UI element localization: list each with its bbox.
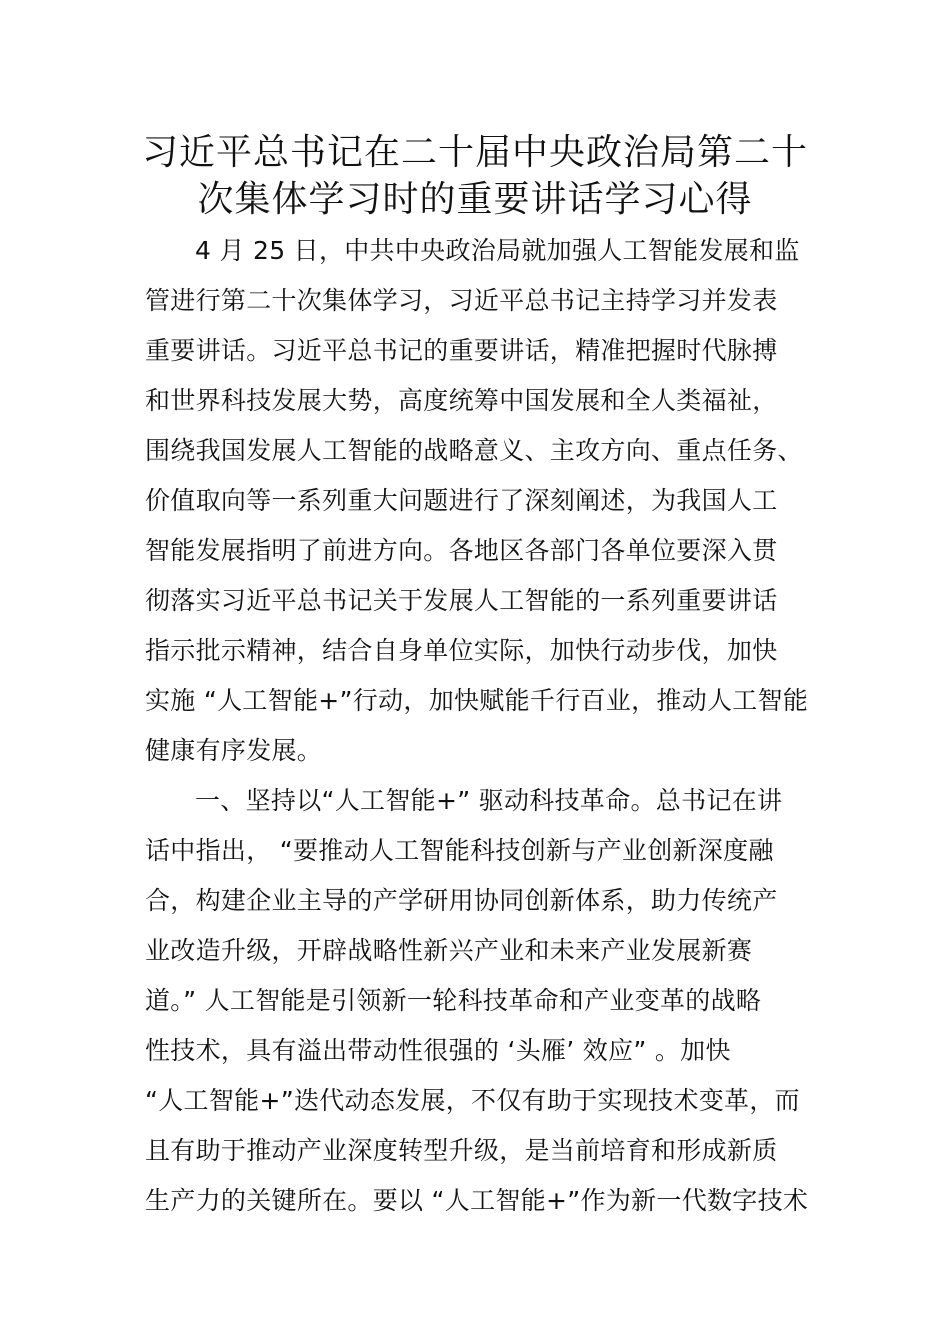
body-line: 健康有序发展。 bbox=[145, 736, 323, 765]
document-title-line-1: 习近平总书记在二十届中央政治局第二十 bbox=[141, 132, 808, 173]
body-line: 道。” 人工智能是引领新一轮科技革命和产业变革的战略 bbox=[145, 986, 762, 1015]
body-line: 彻落实习近平总书记关于发展人工智能的一系列重要讲话 bbox=[145, 586, 778, 615]
body-line: 围绕我国发展人工智能的战略意义、主攻方向、重点任务、 bbox=[145, 436, 803, 465]
body-line: 话中指出， “要推动人工智能科技创新与产业创新深度融 bbox=[145, 836, 774, 865]
document-title-line-2: 次集体学习时的重要讲话学习心得 bbox=[197, 179, 753, 220]
body-line: 重要讲话。习近平总书记的重要讲话，精准把握时代脉搏 bbox=[145, 336, 778, 365]
body-line: 且有助于推动产业深度转型升级，是当前培育和形成新质 bbox=[145, 1136, 778, 1165]
body-line: 和世界科技发展大势，高度统筹中国发展和全人类福祉， bbox=[145, 386, 778, 415]
body-line: 性技术，具有溢出带动性很强的 ‘头雁’ 效应” 。加快 bbox=[145, 1036, 731, 1065]
body-line: 管进行第二十次集体学习，习近平总书记主持学习并发表 bbox=[145, 286, 778, 315]
body-line: 实施 “人工智能+”行动，加快赋能千行百业，推动人工智能 bbox=[145, 686, 809, 715]
body-line: “人工智能+”迭代动态发展，不仅有助于实现技术变革，而 bbox=[145, 1086, 800, 1115]
body-line: 一、坚持以“人工智能+” 驱动科技革命。总书记在讲 bbox=[195, 786, 783, 815]
body-line: 4 月 25 日，中共中央政治局就加强人工智能发展和监 bbox=[195, 236, 800, 265]
body-line: 生产力的关键所在。要以 “人工智能+”作为新一代数字技术 bbox=[145, 1186, 809, 1215]
body-line: 业改造升级，开辟战略性新兴产业和未来产业发展新赛 bbox=[145, 936, 753, 965]
body-line: 合，构建企业主导的产学研用协同创新体系，助力传统产 bbox=[145, 886, 778, 915]
body-line: 价值取向等一系列重大问题进行了深刻阐述，为我国人工 bbox=[145, 486, 778, 515]
body-line: 智能发展指明了前进方向。各地区各部门各单位要深入贯 bbox=[145, 536, 778, 565]
body-line: 指示批示精神，结合自身单位实际，加快行动步伐，加快 bbox=[145, 636, 778, 665]
